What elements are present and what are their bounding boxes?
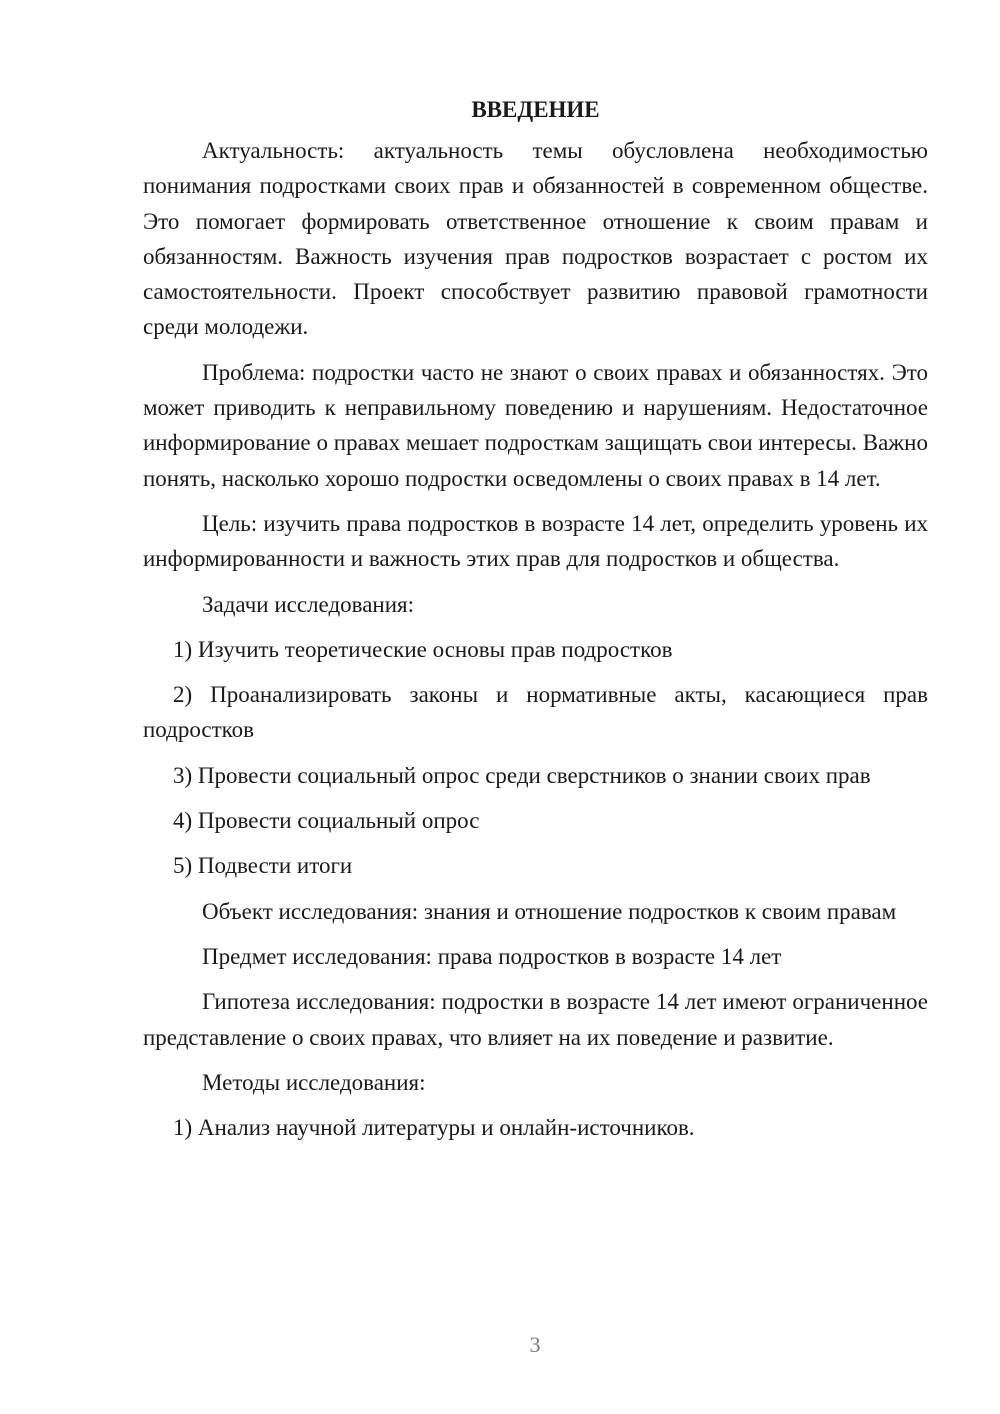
method-item: 1) Анализ научной литературы и онлайн-источников. bbox=[173, 1115, 695, 1141]
task-item: 1) Изучить теоретические основы прав подростков bbox=[173, 636, 673, 662]
tasks-title: Задачи исследования: bbox=[202, 591, 415, 617]
page-number: 3 bbox=[529, 1332, 541, 1357]
page-content bbox=[143, 92, 928, 1155]
object-paragraph: Объект исследования: знания и отношение подростков к своим правам bbox=[202, 898, 897, 924]
task-item: 5) Подвести итоги bbox=[173, 853, 353, 879]
hypothesis-paragraph: Гипотеза исследования: подростки в возрасте 14 лет имеют ограниченное представление о своих правах, что влияет на их поведение и развитие. bbox=[143, 989, 928, 1050]
subject-paragraph: Предмет исследования: права подростков в возрасте 14 лет bbox=[202, 943, 782, 969]
problem-paragraph: Проблема: подростки часто не знают о своих правах и обязанностях. Это может приводить к неправильному поведению и нарушениям. Недостаточное информирование о правах мешает подросткам защищать свои интересы. Важно понять, насколько хорошо подростки осведомлены о своих правах в 14 лет. bbox=[143, 359, 928, 491]
methods-title: Методы исследования: bbox=[202, 1069, 426, 1095]
relevance-paragraph: Актуальность: актуальность темы обусловлена необходимостью понимания подростками своих прав и обязанностей в современном обществе. Это помогает формировать ответственное отношение к своим правам и обязанностям. Важность изучения прав подростков возрастает с ростом их самостоятельности. Проект способствует развитию правовой грамотности среди молодежи. bbox=[143, 138, 928, 340]
task-item: 2) Проанализировать законы и нормативные акты, касающиеся прав подростков bbox=[143, 682, 928, 743]
goal-paragraph: Цель: изучить права подростков в возрасте 14 лет, определить уровень их информированности и важность этих прав для подростков и общества. bbox=[143, 510, 928, 572]
section-heading: ВВЕДЕНИЕ bbox=[471, 97, 600, 122]
task-item: 4) Провести социальный опрос bbox=[173, 808, 480, 834]
task-item: 3) Провести социальный опрос среди сверстников о знании своих прав bbox=[173, 762, 871, 788]
